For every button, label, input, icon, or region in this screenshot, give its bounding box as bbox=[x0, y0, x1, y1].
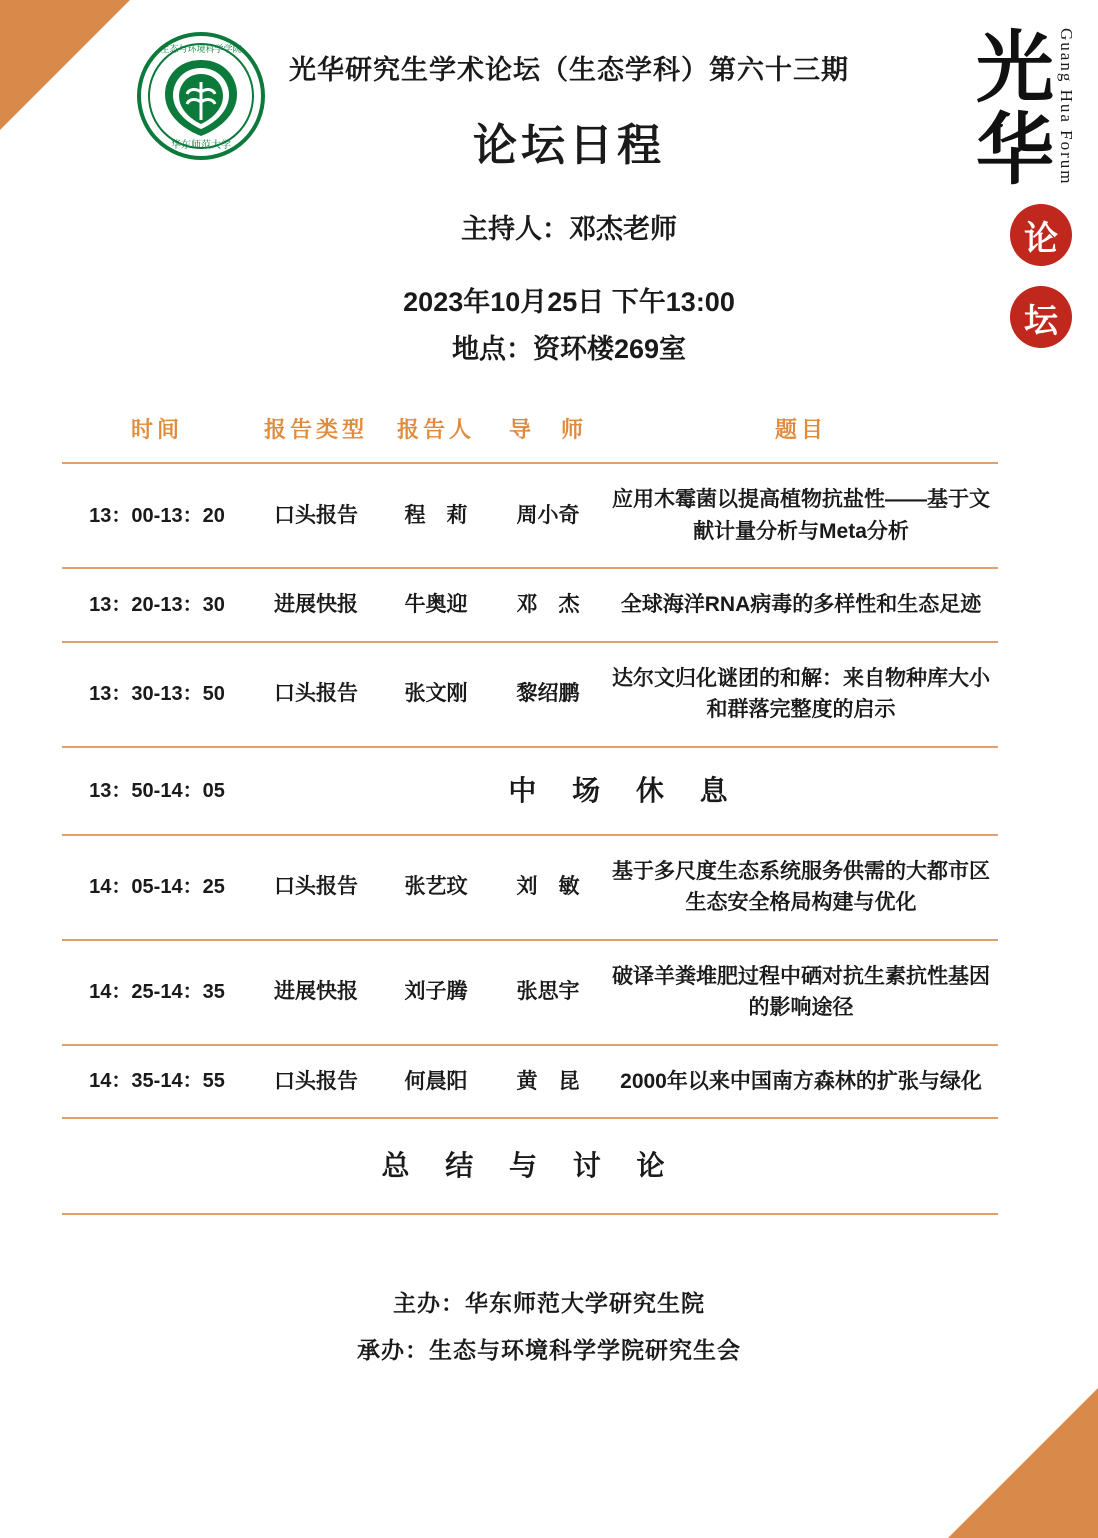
cell-speaker: 程 莉 bbox=[380, 463, 492, 568]
table-row bbox=[62, 940, 998, 1045]
cell-break-time: 13：50-14：05 bbox=[62, 747, 252, 835]
cell-type: 口头报告 bbox=[252, 642, 380, 747]
poster-footer bbox=[0, 1285, 1098, 1365]
cell-type: 口头报告 bbox=[252, 835, 380, 940]
cell-topic: 破译羊粪堆肥过程中硒对抗生素抗性基因的影响途径 bbox=[604, 940, 998, 1045]
organizer-line: 主办：华东师范大学研究生院 bbox=[393, 1290, 705, 1316]
cell-speaker: 刘子腾 bbox=[380, 940, 492, 1045]
forum-brand bbox=[960, 18, 1080, 348]
table-row bbox=[62, 463, 998, 568]
svg-text:生态与环境科学学院: 生态与环境科学学院 bbox=[160, 44, 242, 54]
summary-row bbox=[62, 1118, 998, 1214]
header-type: 报告类型 bbox=[252, 412, 380, 463]
cell-mentor: 周小奇 bbox=[492, 463, 604, 568]
svg-text:华东师范大学: 华东师范大学 bbox=[171, 140, 231, 151]
cell-summary-label: 总 结 与 讨 论 bbox=[62, 1118, 998, 1214]
header-topic: 题目 bbox=[604, 412, 998, 463]
header-time: 时间 bbox=[62, 412, 252, 463]
brand-english-text: Guang Hua Forum bbox=[1057, 28, 1076, 186]
brand-chinese-text: 光华 bbox=[965, 26, 1052, 190]
decorative-corner-bottom-right bbox=[948, 1388, 1098, 1538]
cell-mentor: 张思宇 bbox=[492, 940, 604, 1045]
cell-type: 口头报告 bbox=[252, 463, 380, 568]
poster-header bbox=[0, 0, 1098, 364]
seal-tan: 坛 bbox=[1010, 286, 1072, 348]
cell-time: 13：00-13：20 bbox=[62, 463, 252, 568]
cell-topic: 达尔文归化谜团的和解：来自物种库大小和群落完整度的启示 bbox=[604, 642, 998, 747]
cell-time: 14：05-14：25 bbox=[62, 835, 252, 940]
datetime-line: 2023年10月25日 下午13:00 bbox=[403, 287, 735, 317]
header-speaker: 报告人 bbox=[380, 412, 492, 463]
page-title: 论坛日程 bbox=[473, 121, 665, 170]
cell-mentor: 黎绍鹏 bbox=[492, 642, 604, 747]
cell-break-label: 中 场 休 息 bbox=[252, 747, 998, 835]
cell-time: 14：35-14：55 bbox=[62, 1045, 252, 1119]
table-row bbox=[62, 568, 998, 642]
cell-time: 13：30-13：50 bbox=[62, 642, 252, 747]
co-organizer-line: 承办：生态与环境科学学院研究生会 bbox=[357, 1337, 741, 1363]
cell-speaker: 何晨阳 bbox=[380, 1045, 492, 1119]
university-logo bbox=[137, 32, 265, 160]
cell-speaker: 张文刚 bbox=[380, 642, 492, 747]
table-row bbox=[62, 642, 998, 747]
cell-topic: 基于多尺度生态系统服务供需的大都市区生态安全格局构建与优化 bbox=[604, 835, 998, 940]
table-header-row bbox=[62, 412, 998, 463]
schedule-table bbox=[62, 412, 998, 1215]
cell-mentor: 黄 昆 bbox=[492, 1045, 604, 1119]
header-mentor: 导 师 bbox=[492, 412, 604, 463]
cell-topic: 应用木霉菌以提高植物抗盐性——基于文献计量分析与Meta分析 bbox=[604, 463, 998, 568]
cell-speaker: 张艺玟 bbox=[380, 835, 492, 940]
table-row bbox=[62, 835, 998, 940]
cell-topic: 全球海洋RNA病毒的多样性和生态足迹 bbox=[604, 568, 998, 642]
break-row bbox=[62, 747, 998, 835]
table-row bbox=[62, 1045, 998, 1119]
host-line: 主持人：邓杰老师 bbox=[461, 214, 677, 244]
place-line: 地点：资环楼269室 bbox=[451, 334, 687, 364]
cell-type: 进展快报 bbox=[252, 940, 380, 1045]
series-title: 光华研究生学术论坛（生态学科）第六十三期 bbox=[289, 55, 849, 85]
cell-time: 14：25-14：35 bbox=[62, 940, 252, 1045]
seal-lun: 论 bbox=[1010, 204, 1072, 266]
cell-time: 13：20-13：30 bbox=[62, 568, 252, 642]
cell-topic: 2000年以来中国南方森林的扩张与绿化 bbox=[604, 1045, 998, 1119]
cell-mentor: 邓 杰 bbox=[492, 568, 604, 642]
cell-speaker: 牛奥迎 bbox=[380, 568, 492, 642]
cell-type: 进展快报 bbox=[252, 568, 380, 642]
cell-type: 口头报告 bbox=[252, 1045, 380, 1119]
cell-mentor: 刘 敏 bbox=[492, 835, 604, 940]
